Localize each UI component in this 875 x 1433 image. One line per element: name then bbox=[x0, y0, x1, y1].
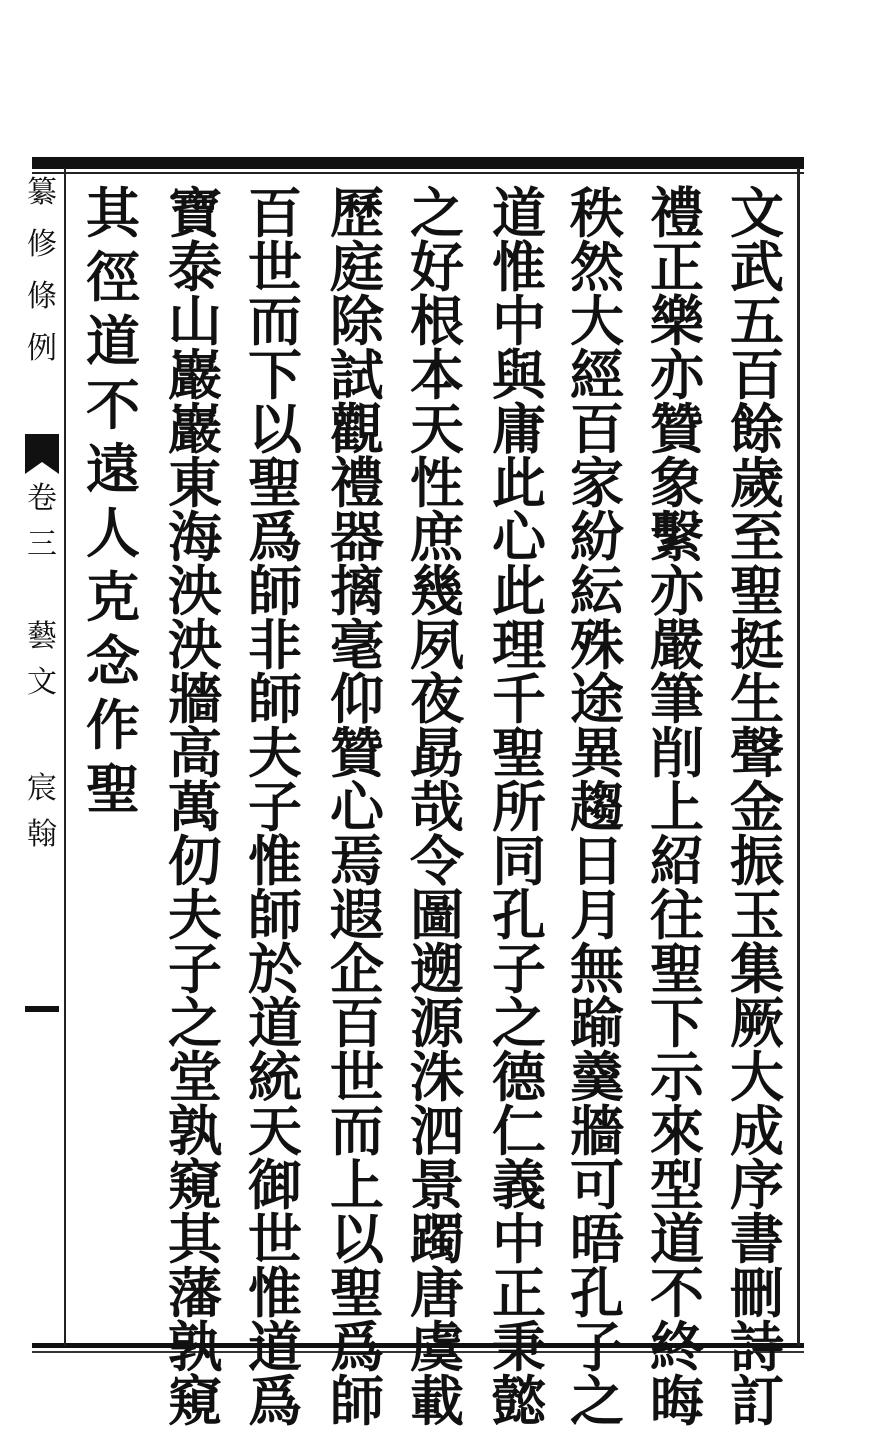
glyph: 異 bbox=[570, 721, 624, 785]
glyph: 上 bbox=[650, 775, 704, 839]
glyph: 子 bbox=[248, 775, 302, 839]
glyph: 日 bbox=[570, 829, 624, 893]
glyph: 生 bbox=[730, 667, 784, 731]
glyph: 之 bbox=[168, 991, 222, 1055]
text-column-4 bbox=[478, 181, 560, 1433]
glyph: 泱 bbox=[168, 559, 222, 623]
glyph: 御 bbox=[248, 1153, 302, 1217]
glyph: 百 bbox=[248, 181, 302, 245]
glyph: 海 bbox=[168, 505, 222, 569]
glyph: 道 bbox=[248, 991, 302, 1055]
glyph: 泗 bbox=[410, 1099, 464, 1163]
glyph: 窺 bbox=[168, 1153, 222, 1217]
glyph: 唐 bbox=[410, 1261, 464, 1325]
glyph: 趨 bbox=[570, 775, 624, 839]
glyph: 遡 bbox=[410, 937, 464, 1001]
glyph: 正 bbox=[492, 1261, 546, 1325]
glyph: 世 bbox=[248, 1207, 302, 1271]
glyph: 仰 bbox=[330, 667, 384, 731]
glyph: 途 bbox=[570, 667, 624, 731]
glyph: 繫 bbox=[650, 505, 704, 569]
glyph: 削 bbox=[650, 721, 704, 785]
glyph: 泱 bbox=[168, 613, 222, 677]
glyph: 令 bbox=[410, 829, 464, 893]
text-column-5 bbox=[396, 181, 478, 1433]
glyph: 經 bbox=[570, 343, 624, 407]
glyph: 宸 bbox=[27, 771, 57, 806]
glyph: 歷 bbox=[330, 181, 384, 245]
glyph: 景 bbox=[410, 1153, 464, 1217]
glyph: 踰 bbox=[570, 991, 624, 1055]
glyph: 源 bbox=[410, 991, 464, 1055]
glyph: 試 bbox=[330, 343, 384, 407]
glyph: 秩 bbox=[570, 181, 624, 245]
glyph: 東 bbox=[168, 451, 222, 515]
glyph: 書 bbox=[730, 1207, 784, 1271]
glyph: 卷 bbox=[27, 481, 57, 516]
glyph: 夫 bbox=[168, 883, 222, 947]
glyph: 庶 bbox=[410, 505, 464, 569]
glyph: 企 bbox=[330, 937, 384, 1001]
glyph: 修 bbox=[27, 227, 57, 262]
glyph: 藩 bbox=[168, 1261, 222, 1325]
glyph: 不 bbox=[86, 373, 140, 437]
text-column-1 bbox=[716, 181, 798, 1433]
glyph: 同 bbox=[492, 829, 546, 893]
glyph: 亦 bbox=[650, 343, 704, 407]
glyph: 來 bbox=[650, 1099, 704, 1163]
text-column-8 bbox=[154, 181, 236, 1433]
glyph: 夙 bbox=[410, 613, 464, 677]
fishtail-mark-icon bbox=[25, 434, 59, 474]
glyph: 大 bbox=[730, 1045, 784, 1109]
glyph: 世 bbox=[330, 1045, 384, 1109]
glyph: 秉 bbox=[492, 1315, 546, 1379]
glyph: 除 bbox=[330, 289, 384, 353]
margin-divider bbox=[64, 168, 66, 1346]
glyph: 與 bbox=[492, 343, 546, 407]
margin-chapter-label bbox=[27, 481, 57, 714]
glyph: 寶 bbox=[168, 181, 222, 245]
glyph: 以 bbox=[330, 1207, 384, 1271]
glyph: 無 bbox=[570, 937, 624, 1001]
glyph: 勗 bbox=[410, 721, 464, 785]
glyph: 中 bbox=[492, 289, 546, 353]
glyph: 禮 bbox=[330, 451, 384, 515]
glyph: 厥 bbox=[730, 991, 784, 1055]
glyph: 巖 bbox=[168, 397, 222, 461]
glyph: 根 bbox=[410, 289, 464, 353]
glyph: 牆 bbox=[570, 1099, 624, 1163]
glyph: 聖 bbox=[650, 937, 704, 1001]
glyph: 嚴 bbox=[650, 613, 704, 677]
glyph: 師 bbox=[248, 667, 302, 731]
glyph: 仞 bbox=[168, 829, 222, 893]
glyph: 文 bbox=[730, 181, 784, 245]
glyph: 躅 bbox=[410, 1207, 464, 1271]
glyph: 百 bbox=[730, 343, 784, 407]
glyph: 千 bbox=[492, 667, 546, 731]
glyph: 集 bbox=[730, 937, 784, 1001]
glyph: 振 bbox=[730, 829, 784, 893]
glyph: 虞 bbox=[410, 1315, 464, 1379]
leaf-number-mark bbox=[25, 1006, 59, 1012]
glyph: 聖 bbox=[248, 451, 302, 515]
text-column-9 bbox=[72, 181, 154, 1336]
text-column-2 bbox=[636, 181, 718, 1433]
glyph: 爲 bbox=[330, 1315, 384, 1379]
text-column-3 bbox=[556, 181, 638, 1433]
glyph: 道 bbox=[248, 1315, 302, 1379]
glyph: 子 bbox=[168, 937, 222, 1001]
glyph: 樂 bbox=[650, 289, 704, 353]
glyph: 師 bbox=[248, 559, 302, 623]
glyph: 道 bbox=[650, 1207, 704, 1271]
glyph: 晤 bbox=[570, 1207, 624, 1271]
glyph: 歲 bbox=[730, 451, 784, 515]
glyph: 仁 bbox=[492, 1099, 546, 1163]
glyph: 之 bbox=[570, 1369, 624, 1433]
glyph: 聖 bbox=[730, 559, 784, 623]
glyph: 心 bbox=[330, 775, 384, 839]
glyph: 下 bbox=[650, 991, 704, 1055]
glyph: 可 bbox=[570, 1153, 624, 1217]
glyph: 其 bbox=[168, 1207, 222, 1271]
glyph: 毫 bbox=[330, 613, 384, 677]
margin-section-label bbox=[27, 771, 57, 866]
glyph: 高 bbox=[168, 721, 222, 785]
glyph: 禮 bbox=[650, 181, 704, 245]
glyph: 上 bbox=[330, 1153, 384, 1217]
glyph: 殊 bbox=[570, 613, 624, 677]
glyph: 道 bbox=[86, 309, 140, 373]
glyph: 圖 bbox=[410, 883, 464, 947]
glyph: 師 bbox=[330, 1369, 384, 1433]
glyph: 子 bbox=[492, 937, 546, 1001]
glyph: 條 bbox=[27, 279, 57, 314]
glyph: 觀 bbox=[330, 397, 384, 461]
glyph: 贊 bbox=[330, 721, 384, 785]
glyph: 亦 bbox=[650, 559, 704, 623]
glyph: 牆 bbox=[168, 667, 222, 731]
glyph: 紜 bbox=[570, 559, 624, 623]
glyph: 哉 bbox=[410, 775, 464, 839]
glyph: 心 bbox=[492, 505, 546, 569]
glyph: 夜 bbox=[410, 667, 464, 731]
glyph: 此 bbox=[492, 451, 546, 515]
glyph: 月 bbox=[570, 883, 624, 947]
glyph: 好 bbox=[410, 235, 464, 299]
glyph: 理 bbox=[492, 613, 546, 677]
glyph: 孰 bbox=[168, 1315, 222, 1379]
glyph: 焉 bbox=[330, 829, 384, 893]
glyph: 萬 bbox=[168, 775, 222, 839]
glyph: 餘 bbox=[730, 397, 784, 461]
text-column-7 bbox=[234, 181, 316, 1433]
glyph: 人 bbox=[86, 501, 140, 565]
glyph: 幾 bbox=[410, 559, 464, 623]
glyph: 然 bbox=[570, 235, 624, 299]
glyph: 而 bbox=[330, 1099, 384, 1163]
glyph: 聖 bbox=[330, 1261, 384, 1325]
glyph: 巖 bbox=[168, 343, 222, 407]
glyph: 翰 bbox=[27, 817, 57, 852]
glyph: 德 bbox=[492, 1045, 546, 1109]
glyph: 贊 bbox=[650, 397, 704, 461]
glyph: 而 bbox=[248, 289, 302, 353]
glyph: 晦 bbox=[650, 1369, 704, 1433]
glyph: 孔 bbox=[570, 1261, 624, 1325]
glyph: 藝 bbox=[27, 619, 57, 654]
glyph: 義 bbox=[492, 1153, 546, 1217]
glyph: 天 bbox=[410, 397, 464, 461]
glyph: 正 bbox=[650, 235, 704, 299]
glyph: 道 bbox=[492, 181, 546, 245]
glyph: 羹 bbox=[570, 1045, 624, 1109]
glyph: 窺 bbox=[168, 1369, 222, 1433]
top-border bbox=[32, 157, 804, 169]
glyph: 三 bbox=[27, 527, 57, 562]
glyph: 徑 bbox=[86, 245, 140, 309]
glyph: 夫 bbox=[248, 721, 302, 785]
glyph: 之 bbox=[410, 181, 464, 245]
glyph: 下 bbox=[248, 343, 302, 407]
glyph: 惟 bbox=[492, 235, 546, 299]
glyph: 泰 bbox=[168, 235, 222, 299]
glyph: 惟 bbox=[248, 829, 302, 893]
glyph: 器 bbox=[330, 505, 384, 569]
glyph: 示 bbox=[650, 1045, 704, 1109]
glyph: 不 bbox=[650, 1261, 704, 1325]
glyph: 刪 bbox=[730, 1261, 784, 1325]
glyph: 孔 bbox=[492, 883, 546, 947]
glyph: 所 bbox=[492, 775, 546, 839]
glyph: 纂 bbox=[27, 175, 57, 210]
glyph: 訂 bbox=[730, 1369, 784, 1433]
glyph: 詩 bbox=[730, 1315, 784, 1379]
glyph: 家 bbox=[570, 451, 624, 515]
glyph: 世 bbox=[248, 235, 302, 299]
glyph: 文 bbox=[27, 665, 57, 700]
glyph: 筆 bbox=[650, 667, 704, 731]
glyph: 庭 bbox=[330, 235, 384, 299]
glyph: 山 bbox=[168, 289, 222, 353]
glyph: 紹 bbox=[650, 829, 704, 893]
glyph: 百 bbox=[570, 397, 624, 461]
glyph: 大 bbox=[570, 289, 624, 353]
glyph: 孰 bbox=[168, 1099, 222, 1163]
glyph: 其 bbox=[86, 181, 140, 245]
glyph: 聖 bbox=[492, 721, 546, 785]
glyph: 百 bbox=[330, 991, 384, 1055]
glyph: 此 bbox=[492, 559, 546, 623]
glyph: 至 bbox=[730, 505, 784, 569]
text-column-6 bbox=[316, 181, 398, 1433]
glyph: 洙 bbox=[410, 1045, 464, 1109]
glyph: 五 bbox=[730, 289, 784, 353]
glyph: 師 bbox=[248, 883, 302, 947]
glyph: 序 bbox=[730, 1153, 784, 1217]
glyph: 惟 bbox=[248, 1261, 302, 1325]
glyph: 摛 bbox=[330, 559, 384, 623]
glyph: 克 bbox=[86, 565, 140, 629]
glyph-space bbox=[27, 576, 57, 622]
glyph: 懿 bbox=[492, 1369, 546, 1433]
glyph: 聲 bbox=[730, 721, 784, 785]
glyph: 往 bbox=[650, 883, 704, 947]
glyph: 金 bbox=[730, 775, 784, 839]
glyph: 紛 bbox=[570, 505, 624, 569]
top-border-inner bbox=[32, 172, 804, 174]
glyph: 象 bbox=[650, 451, 704, 515]
glyph: 子 bbox=[570, 1315, 624, 1379]
glyph: 爲 bbox=[248, 505, 302, 569]
glyph: 玉 bbox=[730, 883, 784, 947]
glyph: 型 bbox=[650, 1153, 704, 1217]
glyph: 武 bbox=[730, 235, 784, 299]
glyph: 作 bbox=[86, 693, 140, 757]
glyph: 於 bbox=[248, 937, 302, 1001]
glyph: 遠 bbox=[86, 437, 140, 501]
glyph: 性 bbox=[410, 451, 464, 515]
glyph: 聖 bbox=[86, 757, 140, 821]
glyph: 本 bbox=[410, 343, 464, 407]
margin-book-title bbox=[27, 175, 57, 386]
glyph: 成 bbox=[730, 1099, 784, 1163]
page-margin-column bbox=[20, 175, 64, 1338]
glyph: 之 bbox=[492, 991, 546, 1055]
glyph: 載 bbox=[410, 1369, 464, 1433]
glyph: 爲 bbox=[248, 1369, 302, 1433]
glyph: 堂 bbox=[168, 1045, 222, 1109]
glyph: 非 bbox=[248, 613, 302, 677]
glyph: 念 bbox=[86, 629, 140, 693]
glyph: 例 bbox=[27, 331, 57, 366]
glyph: 中 bbox=[492, 1207, 546, 1271]
glyph: 挺 bbox=[730, 613, 784, 677]
glyph: 遐 bbox=[330, 883, 384, 947]
glyph: 天 bbox=[248, 1099, 302, 1163]
glyph: 終 bbox=[650, 1315, 704, 1379]
glyph: 統 bbox=[248, 1045, 302, 1109]
glyph: 以 bbox=[248, 397, 302, 461]
glyph: 庸 bbox=[492, 397, 546, 461]
